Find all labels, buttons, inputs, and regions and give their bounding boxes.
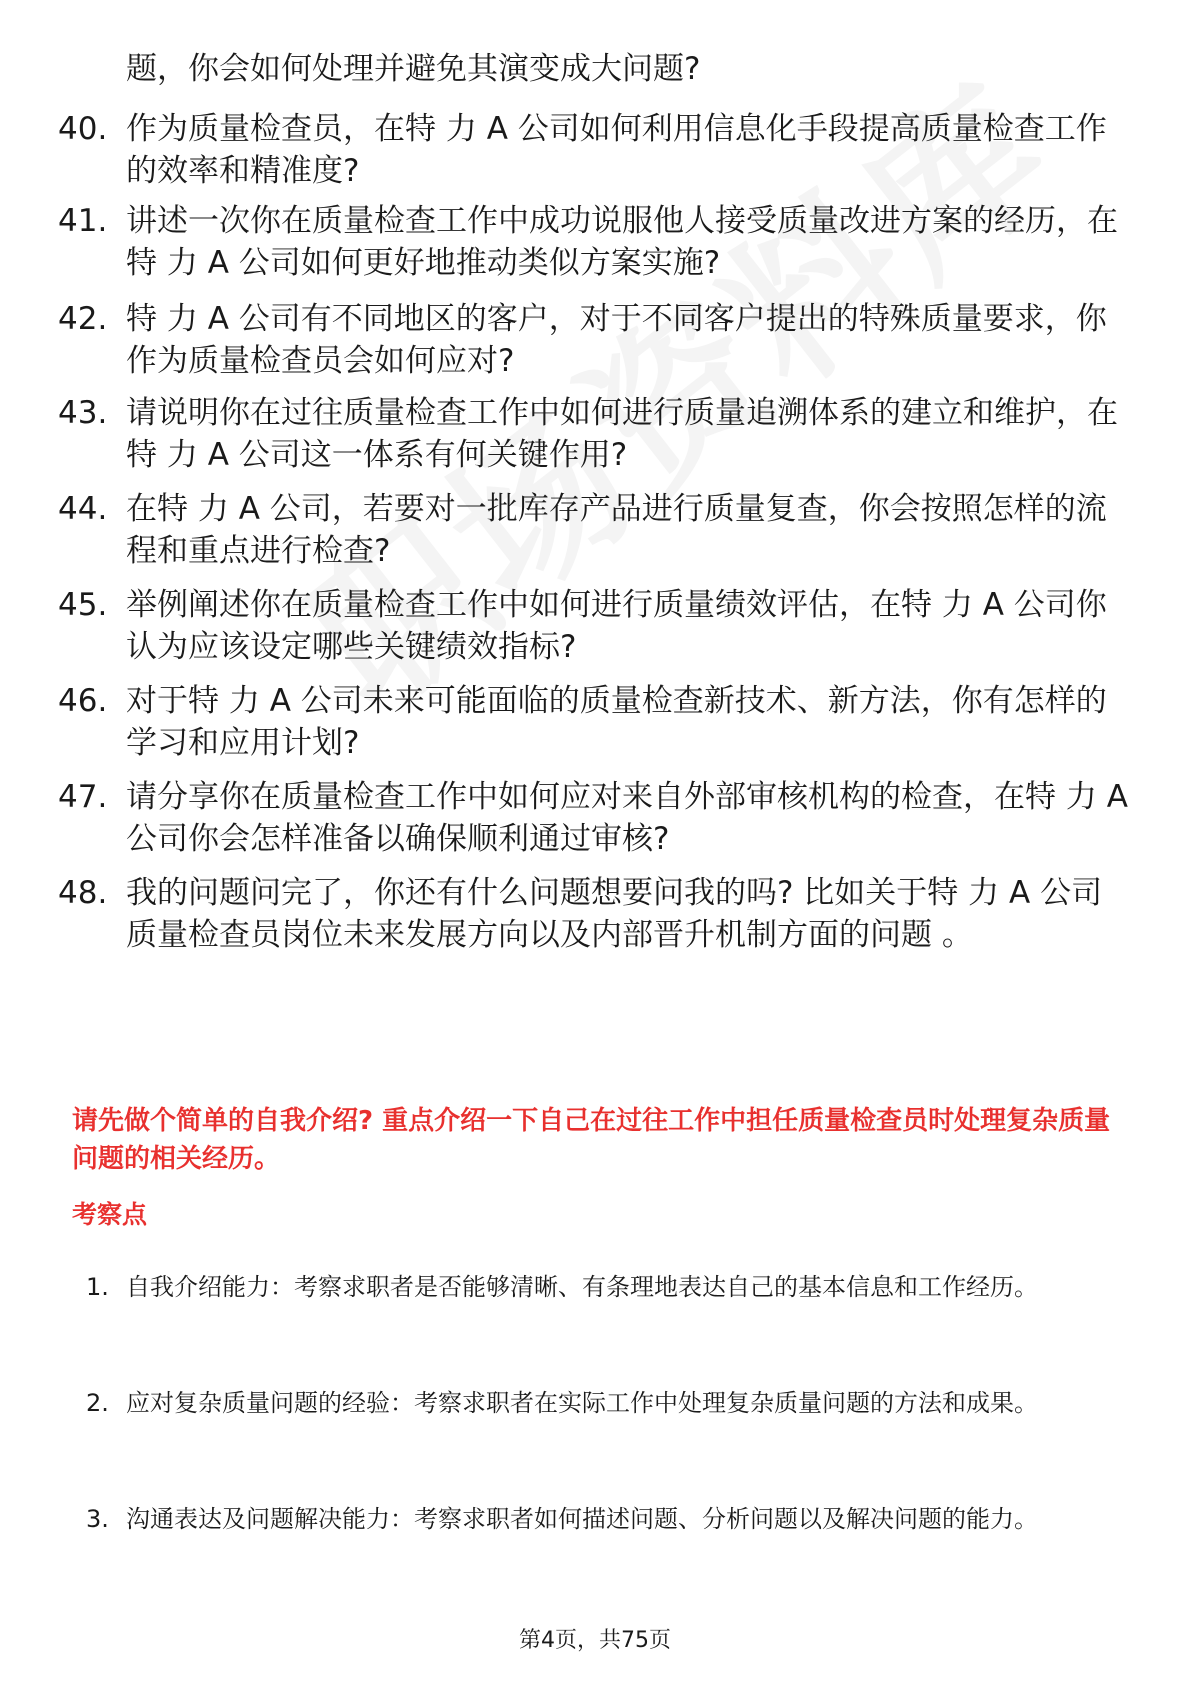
question-item [58,584,1128,668]
question-item [58,872,1128,956]
question-number: 48. [58,875,108,911]
page-footer: 第4页，共75页 [519,1628,671,1653]
question-number: 45. [58,587,108,623]
point-number: 3. [86,1505,109,1533]
question-item [58,200,1128,284]
section-title: 考察点 [72,1200,148,1229]
question-number: 40. [58,111,108,147]
question-text: 对于特 力 A 公司未来可能面临的质量检查新技术、新方法，你有怎样的学习和应用计划? [126,683,1107,761]
point-text: 自我介绍能力：考察求职者是否能够清晰、有条理地表达自己的基本信息和工作经历。 [126,1273,1038,1301]
assessment-point [86,1258,1126,1316]
highlight-question: 请先做个简单的自我介绍? 重点介绍一下自己在过往工作中担任质量检查员时处理复杂质量问题的相关经历。 [72,1106,1111,1174]
question-number: 46. [58,683,108,719]
question-continuation [58,48,1128,90]
question-text: 请说明你在过往质量检查工作中如何进行质量追溯体系的建立和维护，在特 力 A 公司这一体系有何关键作用? [126,395,1118,473]
question-number: 44. [58,491,108,527]
point-number: 1. [86,1273,109,1301]
question-text: 举例阐述你在质量检查工作中如何进行质量绩效评估，在特 力 A 公司你认为应该设定哪些关键绩效指标? [126,587,1107,665]
question-item [58,776,1128,860]
question-number: 42. [58,301,108,337]
question-text: 特 力 A 公司有不同地区的客户，对于不同客户提出的特殊质量要求，你作为质量检查员会如何应对? [126,301,1107,379]
question-number: 41. [58,203,108,239]
point-text: 沟通表达及问题解决能力：考察求职者如何描述问题、分析问题以及解决问题的能力。 [126,1505,1038,1533]
question-text: 我的问题问完了，你还有什么问题想要问我的吗? 比如关于特 力 A 公司质量检查员岗位未来发展方向以及内部晋升机制方面的问题 。 [126,875,1103,953]
assessment-point [86,1374,1126,1432]
question-number: 43. [58,395,108,431]
question-text: 在特 力 A 公司，若要对一批库存产品进行质量复查，你会按照怎样的流程和重点进行检查? [126,491,1107,569]
question-text: 请分享你在质量检查工作中如何应对来自外部审核机构的检查，在特 力 A 公司你会怎样准备以确保顺利通过审核? [126,779,1128,857]
question-text: 作为质量检查员，在特 力 A 公司如何利用信息化手段提高质量检查工作的效率和精准度? [126,111,1107,189]
question-item [58,488,1128,572]
point-text: 应对复杂质量问题的经验：考察求职者在实际工作中处理复杂质量问题的方法和成果。 [126,1389,1038,1417]
question-item [58,680,1128,764]
assessment-point [86,1490,1126,1548]
question-item [58,392,1128,476]
question-item [58,108,1128,192]
question-text: 讲述一次你在质量检查工作中成功说服他人接受质量改进方案的经历，在特 力 A 公司如何更好地推动类似方案实施? [126,203,1118,281]
question-text: 题，你会如何处理并避免其演变成大问题? [126,51,701,87]
question-item [58,298,1128,382]
point-number: 2. [86,1389,109,1417]
question-number: 47. [58,779,108,815]
